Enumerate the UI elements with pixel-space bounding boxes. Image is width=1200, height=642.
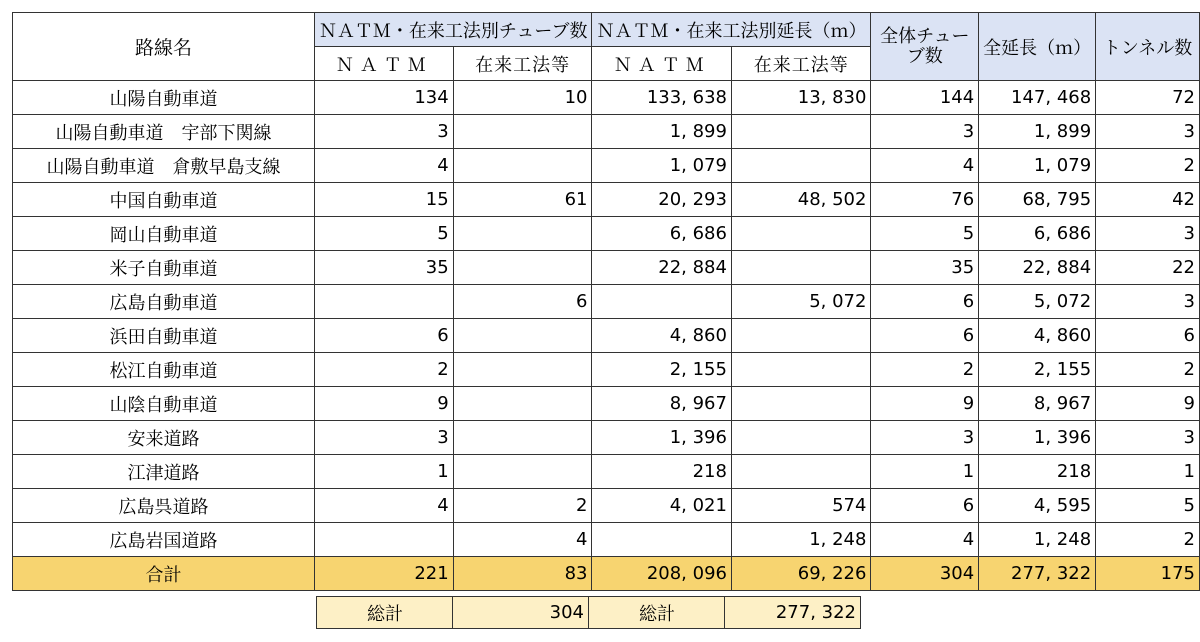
- table-row: [13, 81, 1200, 115]
- cell-all-length: 68, 795: [979, 183, 1096, 217]
- cell-conv-tubes: [453, 421, 592, 455]
- cell-natm-tubes: 9: [314, 387, 453, 421]
- table-row: [13, 217, 1200, 251]
- cell-tunnel-count: 42: [1096, 183, 1200, 217]
- table-row: [13, 489, 1200, 523]
- total-all-tubes: 304: [871, 557, 979, 591]
- cell-tunnel-count: 6: [1096, 319, 1200, 353]
- cell-all-length: 1, 248: [979, 523, 1096, 557]
- cell-natm-length: 218: [592, 455, 732, 489]
- cell-conv-length: [731, 455, 871, 489]
- cell-conv-tubes: 2: [453, 489, 592, 523]
- cell-conv-tubes: [453, 115, 592, 149]
- cell-conv-tubes: [453, 455, 592, 489]
- cell-natm-tubes: 35: [314, 251, 453, 285]
- cell-route-name: 江津道路: [13, 455, 315, 489]
- table-row: [13, 149, 1200, 183]
- cell-route-name: 安来道路: [13, 421, 315, 455]
- grand-total-row: [317, 597, 861, 629]
- cell-natm-tubes: 6: [314, 319, 453, 353]
- cell-conv-tubes: 61: [453, 183, 592, 217]
- cell-natm-length: 4, 860: [592, 319, 732, 353]
- cell-natm-tubes: 5: [314, 217, 453, 251]
- cell-route-name: 広島呉道路: [13, 489, 315, 523]
- cell-conv-length: 1, 248: [731, 523, 871, 557]
- cell-conv-tubes: [453, 149, 592, 183]
- cell-tunnel-count: 5: [1096, 489, 1200, 523]
- cell-natm-tubes: [314, 523, 453, 557]
- cell-route-name: 浜田自動車道: [13, 319, 315, 353]
- cell-all-tubes: 6: [871, 489, 979, 523]
- total-all-length: 277, 322: [979, 557, 1096, 591]
- cell-natm-length: 1, 079: [592, 149, 732, 183]
- cell-natm-tubes: 3: [314, 115, 453, 149]
- cell-conv-tubes: [453, 353, 592, 387]
- cell-tunnel-count: 2: [1096, 523, 1200, 557]
- cell-all-length: 218: [979, 455, 1096, 489]
- cell-all-tubes: 76: [871, 183, 979, 217]
- cell-conv-length: 48, 502: [731, 183, 871, 217]
- cell-tunnel-count: 22: [1096, 251, 1200, 285]
- header-natm-length: ＮＡＴＭ: [592, 47, 732, 81]
- header-route-name: 路線名: [13, 13, 315, 81]
- cell-natm-tubes: 4: [314, 149, 453, 183]
- total-tunnels: 175: [1096, 557, 1200, 591]
- cell-tunnel-count: 3: [1096, 285, 1200, 319]
- table-row: [13, 523, 1200, 557]
- cell-tunnel-count: 1: [1096, 455, 1200, 489]
- cell-route-name: 山陰自動車道: [13, 387, 315, 421]
- total-conv-length: 69, 226: [731, 557, 871, 591]
- cell-all-tubes: 9: [871, 387, 979, 421]
- cell-all-length: 5, 072: [979, 285, 1096, 319]
- cell-natm-length: 8, 967: [592, 387, 732, 421]
- cell-tunnel-count: 2: [1096, 149, 1200, 183]
- cell-all-length: 1, 899: [979, 115, 1096, 149]
- cell-conv-length: 574: [731, 489, 871, 523]
- table-row: [13, 353, 1200, 387]
- cell-all-tubes: 3: [871, 421, 979, 455]
- cell-all-tubes: 5: [871, 217, 979, 251]
- cell-all-length: 4, 595: [979, 489, 1096, 523]
- cell-conv-tubes: [453, 319, 592, 353]
- tunnel-table: [12, 12, 1200, 591]
- cell-natm-length: 20, 293: [592, 183, 732, 217]
- header-natm-tubes: ＮＡＴＭ: [314, 47, 453, 81]
- cell-all-tubes: 35: [871, 251, 979, 285]
- cell-all-tubes: 6: [871, 285, 979, 319]
- cell-tunnel-count: 2: [1096, 353, 1200, 387]
- cell-all-tubes: 6: [871, 319, 979, 353]
- cell-conv-length: [731, 353, 871, 387]
- cell-natm-length: [592, 285, 732, 319]
- cell-tunnel-count: 72: [1096, 81, 1200, 115]
- cell-all-tubes: 4: [871, 149, 979, 183]
- cell-conv-length: [731, 149, 871, 183]
- cell-natm-length: 1, 396: [592, 421, 732, 455]
- header-length-group: ＮＡＴＭ・在来工法別延長（ｍ）: [592, 13, 871, 47]
- cell-natm-length: 133, 638: [592, 81, 732, 115]
- cell-conv-tubes: 6: [453, 285, 592, 319]
- cell-route-name: 広島岩国道路: [13, 523, 315, 557]
- cell-conv-length: [731, 217, 871, 251]
- table-row: [13, 115, 1200, 149]
- total-natm-length: 208, 096: [592, 557, 732, 591]
- cell-tunnel-count: 3: [1096, 421, 1200, 455]
- cell-all-tubes: 4: [871, 523, 979, 557]
- table-row: [13, 455, 1200, 489]
- cell-conv-tubes: [453, 387, 592, 421]
- cell-tunnel-count: 3: [1096, 115, 1200, 149]
- table-row: [13, 319, 1200, 353]
- cell-route-name: 中国自動車道: [13, 183, 315, 217]
- header-conv-length: 在来工法等: [731, 47, 871, 81]
- cell-route-name: 松江自動車道: [13, 353, 315, 387]
- grand-length-label: 総計: [589, 597, 725, 629]
- cell-natm-tubes: 3: [314, 421, 453, 455]
- grand-tubes-value: 304: [453, 597, 589, 629]
- header-tunnel-count: トンネル数: [1096, 13, 1200, 81]
- total-row: [13, 557, 1200, 591]
- cell-route-name: 岡山自動車道: [13, 217, 315, 251]
- cell-all-tubes: 144: [871, 81, 979, 115]
- grand-tubes-label: 総計: [317, 597, 453, 629]
- grand-length-value: 277, 322: [725, 597, 861, 629]
- cell-all-tubes: 3: [871, 115, 979, 149]
- cell-conv-length: [731, 387, 871, 421]
- table-row: [13, 421, 1200, 455]
- cell-conv-length: 13, 830: [731, 81, 871, 115]
- cell-conv-length: [731, 115, 871, 149]
- cell-natm-tubes: 15: [314, 183, 453, 217]
- cell-natm-tubes: 134: [314, 81, 453, 115]
- cell-all-length: 1, 396: [979, 421, 1096, 455]
- cell-conv-length: [731, 251, 871, 285]
- cell-conv-length: [731, 319, 871, 353]
- cell-conv-tubes: [453, 251, 592, 285]
- cell-natm-length: 1, 899: [592, 115, 732, 149]
- cell-all-length: 2, 155: [979, 353, 1096, 387]
- cell-all-length: 1, 079: [979, 149, 1096, 183]
- cell-conv-length: 5, 072: [731, 285, 871, 319]
- cell-natm-tubes: 4: [314, 489, 453, 523]
- table-row: [13, 251, 1200, 285]
- cell-conv-tubes: [453, 217, 592, 251]
- table-row: [13, 183, 1200, 217]
- total-natm-tubes: 221: [314, 557, 453, 591]
- total-conv-tubes: 83: [453, 557, 592, 591]
- cell-tunnel-count: 9: [1096, 387, 1200, 421]
- cell-all-tubes: 2: [871, 353, 979, 387]
- header-total-length: 全延長（ｍ）: [979, 13, 1096, 81]
- cell-natm-length: [592, 523, 732, 557]
- cell-route-name: 山陽自動車道 倉敷早島支線: [13, 149, 315, 183]
- cell-natm-length: 4, 021: [592, 489, 732, 523]
- cell-route-name: 米子自動車道: [13, 251, 315, 285]
- cell-all-tubes: 1: [871, 455, 979, 489]
- cell-all-length: 6, 686: [979, 217, 1096, 251]
- cell-all-length: 8, 967: [979, 387, 1096, 421]
- cell-natm-tubes: 1: [314, 455, 453, 489]
- grand-total-table: [316, 596, 861, 629]
- cell-natm-length: 2, 155: [592, 353, 732, 387]
- cell-conv-tubes: 4: [453, 523, 592, 557]
- header-total-tubes: 全体チューブ数: [871, 13, 979, 81]
- cell-conv-length: [731, 421, 871, 455]
- header-conv-tubes: 在来工法等: [453, 47, 592, 81]
- table-body: [13, 81, 1200, 557]
- cell-all-length: 147, 468: [979, 81, 1096, 115]
- cell-natm-tubes: 2: [314, 353, 453, 387]
- cell-route-name: 山陽自動車道 宇部下関線: [13, 115, 315, 149]
- cell-route-name: 広島自動車道: [13, 285, 315, 319]
- cell-natm-length: 6, 686: [592, 217, 732, 251]
- total-label: 合計: [13, 557, 315, 591]
- cell-conv-tubes: 10: [453, 81, 592, 115]
- table-row: [13, 387, 1200, 421]
- cell-all-length: 22, 884: [979, 251, 1096, 285]
- cell-tunnel-count: 3: [1096, 217, 1200, 251]
- cell-natm-length: 22, 884: [592, 251, 732, 285]
- cell-route-name: 山陽自動車道: [13, 81, 315, 115]
- cell-all-length: 4, 860: [979, 319, 1096, 353]
- table-row: [13, 285, 1200, 319]
- header-tube-group: ＮＡＴＭ・在来工法別チューブ数: [314, 13, 592, 47]
- cell-natm-tubes: [314, 285, 453, 319]
